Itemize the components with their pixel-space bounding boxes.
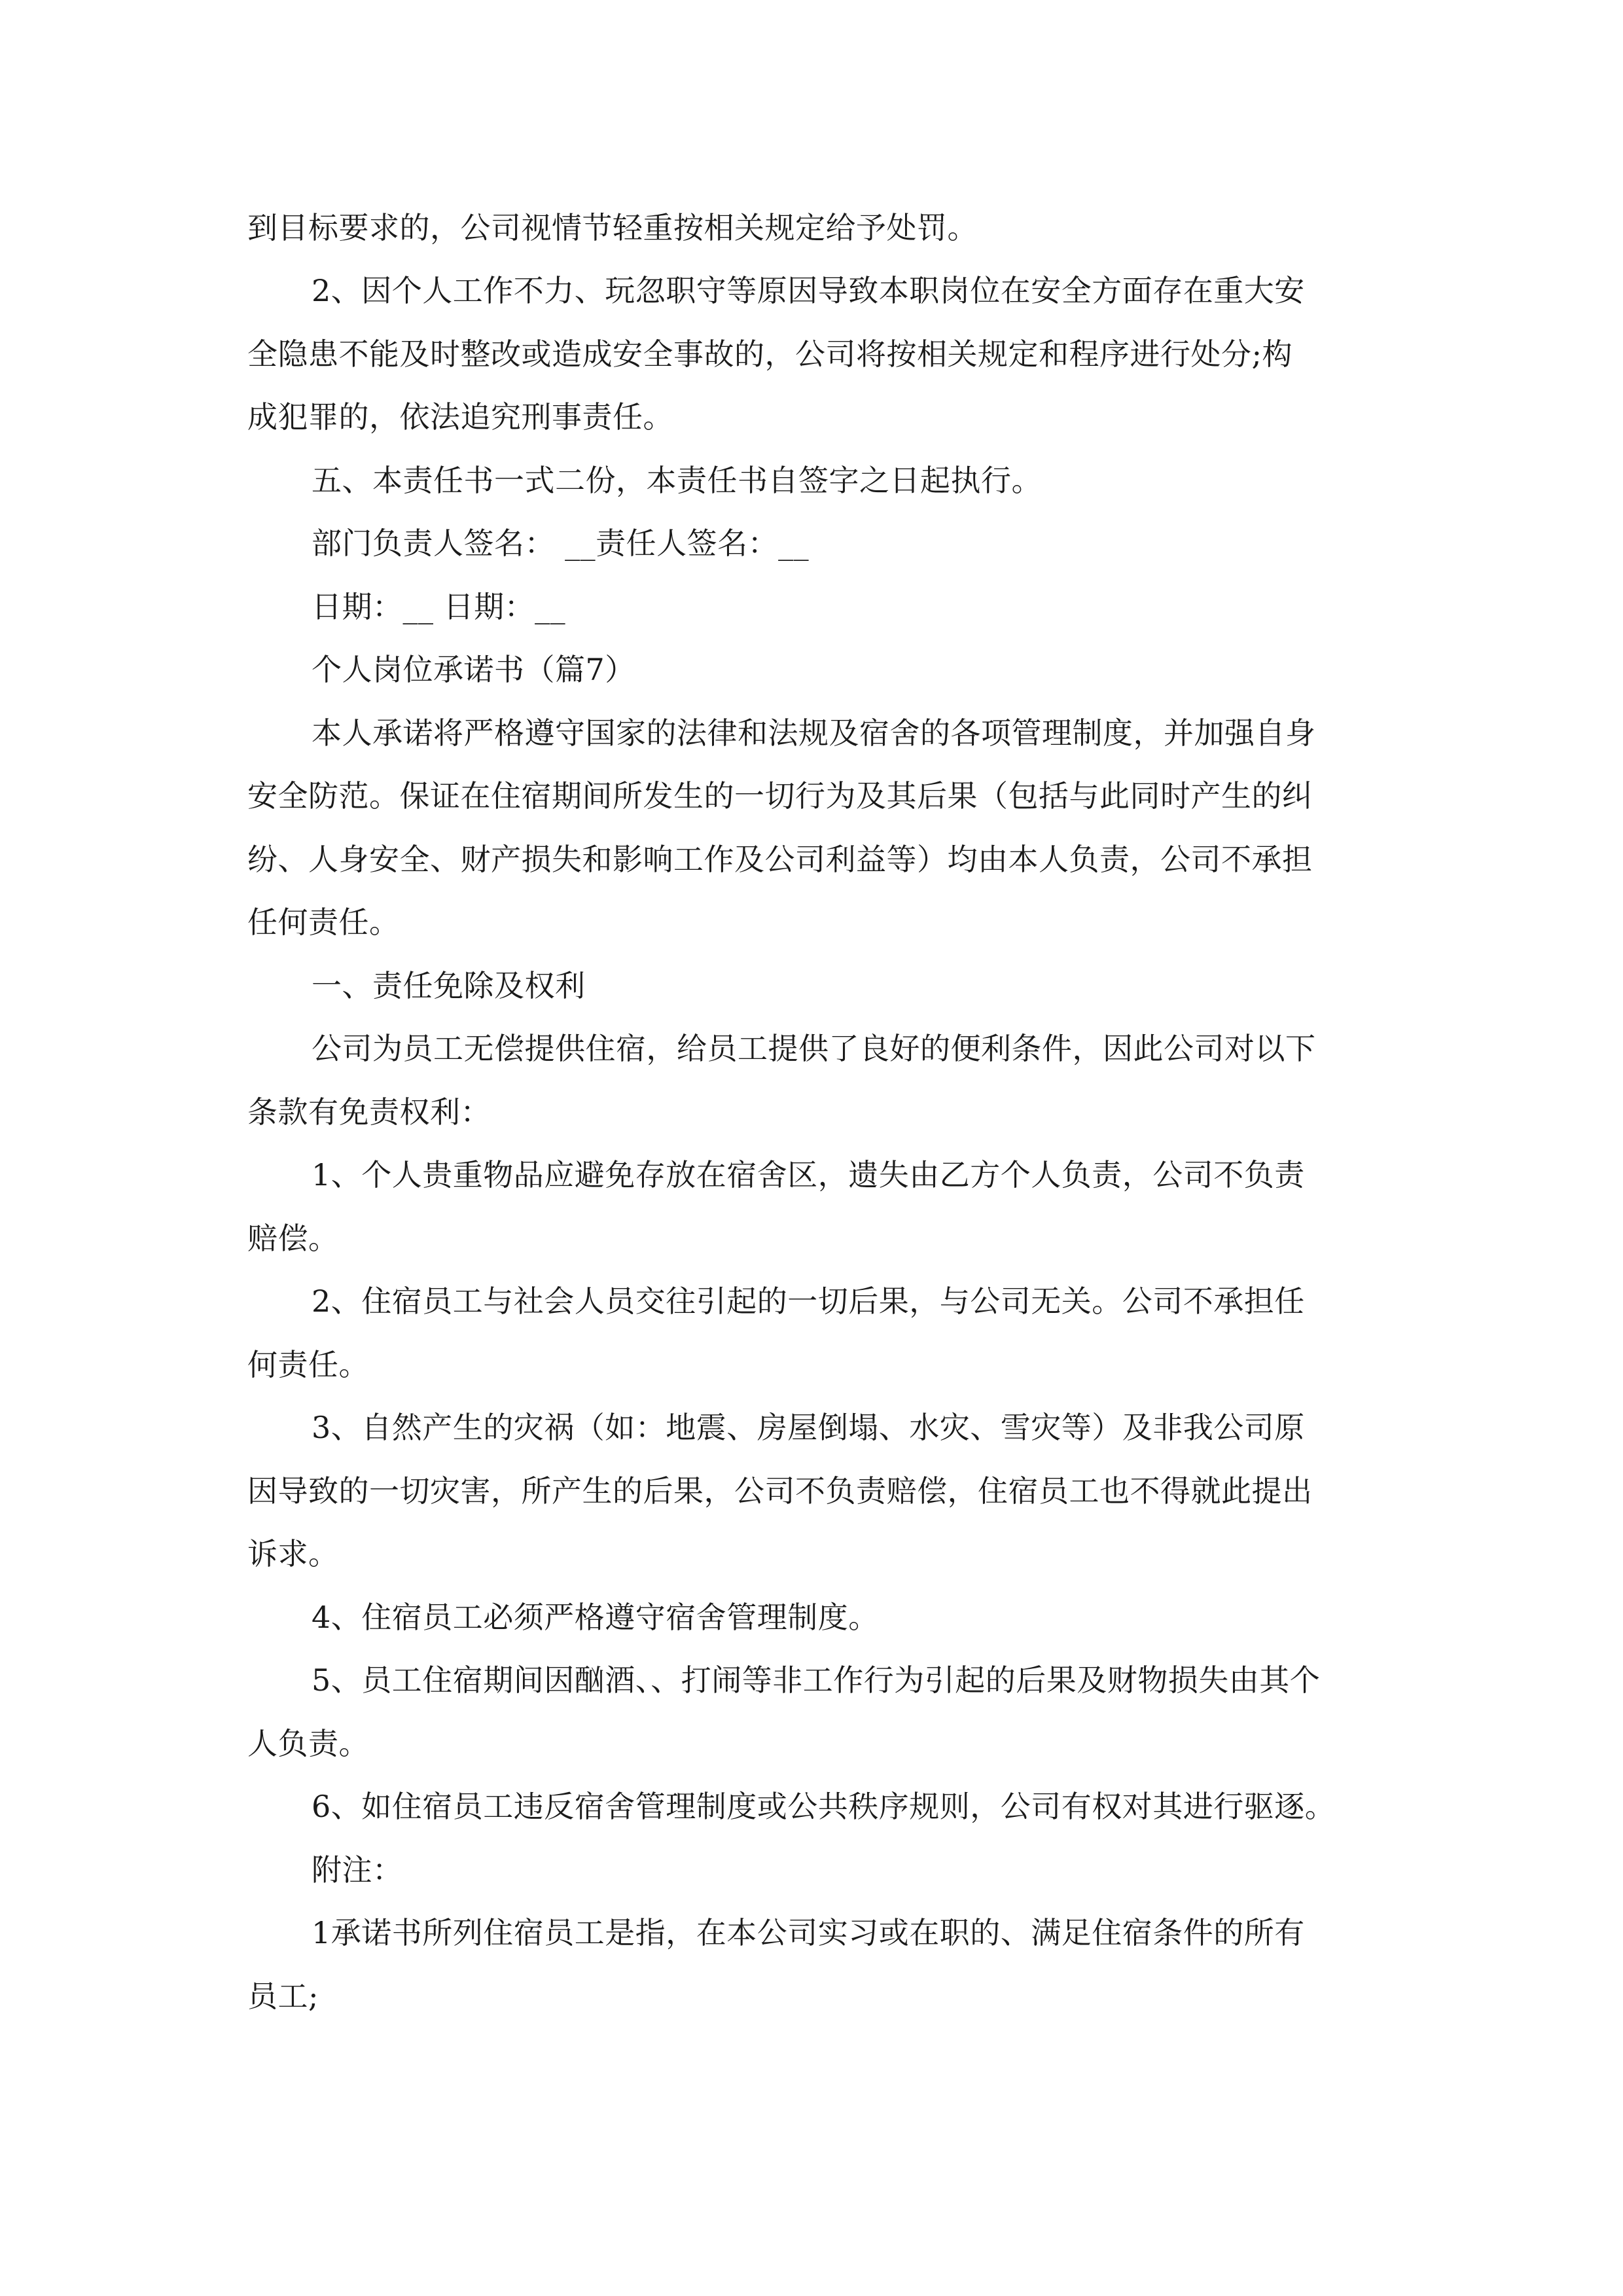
text-line: 安全防范。保证在住宿期间所发生的一切行为及其后果（包括与此同时产生的纠 — [247, 778, 1313, 814]
text-line: 成犯罪的，依法追究刑事责任。 — [247, 399, 673, 435]
text-line: 3、自然产生的灾祸（如：地震、房屋倒塌、水灾、雪灾等）及非我公司原 — [312, 1410, 1305, 1445]
text-line: 1、个人贵重物品应避免存放在宿舍区，遗失由乙方个人负责，公司不负责 — [312, 1157, 1305, 1193]
text-line: 本人承诺将严格遵守国家的法律和法规及宿舍的各项管理制度，并加强自身 — [312, 715, 1316, 751]
text-line: 到目标要求的，公司视情节轻重按相关规定给予处罚。 — [247, 210, 978, 245]
text-line: 员工; — [247, 1979, 319, 2014]
text-line: 2、住宿员工与社会人员交往引起的一切后果，与公司无关。公司不承担任 — [312, 1283, 1305, 1319]
text-line: 4、住宿员工必须严格遵守宿舍管理制度。 — [312, 1600, 879, 1635]
section-title: 个人岗位承诺书（篇7） — [312, 652, 635, 687]
text-line: 条款有免责权利： — [247, 1094, 491, 1130]
date-line: 日期：__ 日期：__ — [312, 589, 566, 624]
text-line: 公司为员工无偿提供住宿，给员工提供了良好的便利条件，因此公司对以下 — [312, 1031, 1316, 1066]
text-line: 纷、人身安全、财产损失和影响工作及公司利益等）均由本人负责，公司不承担 — [247, 842, 1313, 877]
note-heading: 附注： — [312, 1852, 403, 1888]
text-line: 5、员工住宿期间因酗酒、、打闹等非工作行为引起的后果及财物损失由其个 — [312, 1662, 1321, 1698]
text-line: 五、本责任书一式二份，本责任书自签字之日起执行。 — [312, 463, 1042, 498]
text-line: 2、因个人工作不力、玩忽职守等原因导致本职岗位在安全方面存在重大安 — [312, 273, 1305, 308]
text-line: 何责任。 — [247, 1347, 369, 1382]
text-line: 全隐患不能及时整改或造成安全事故的，公司将按相关规定和程序进行处分;构 — [247, 336, 1293, 372]
text-line: 因导致的一切灾害，所产生的后果，公司不负责赔偿，住宿员工也不得就此提出 — [247, 1473, 1313, 1509]
text-line: 6、如住宿员工违反宿舍管理制度或公共秩序规则，公司有权对其进行驱逐。 — [312, 1789, 1336, 1824]
text-line: 诉求。 — [247, 1536, 339, 1571]
text-line: 赔偿。 — [247, 1221, 339, 1256]
signature-line: 部门负责人签名： __责任人签名：__ — [312, 526, 810, 561]
text-line: 任何责任。 — [247, 905, 400, 940]
text-line: 人负责。 — [247, 1726, 369, 1761]
text-line: 1承诺书所列住宿员工是指，在本公司实习或在职的、满足住宿条件的所有 — [312, 1915, 1305, 1950]
section-heading: 一、责任免除及权利 — [312, 968, 586, 1003]
